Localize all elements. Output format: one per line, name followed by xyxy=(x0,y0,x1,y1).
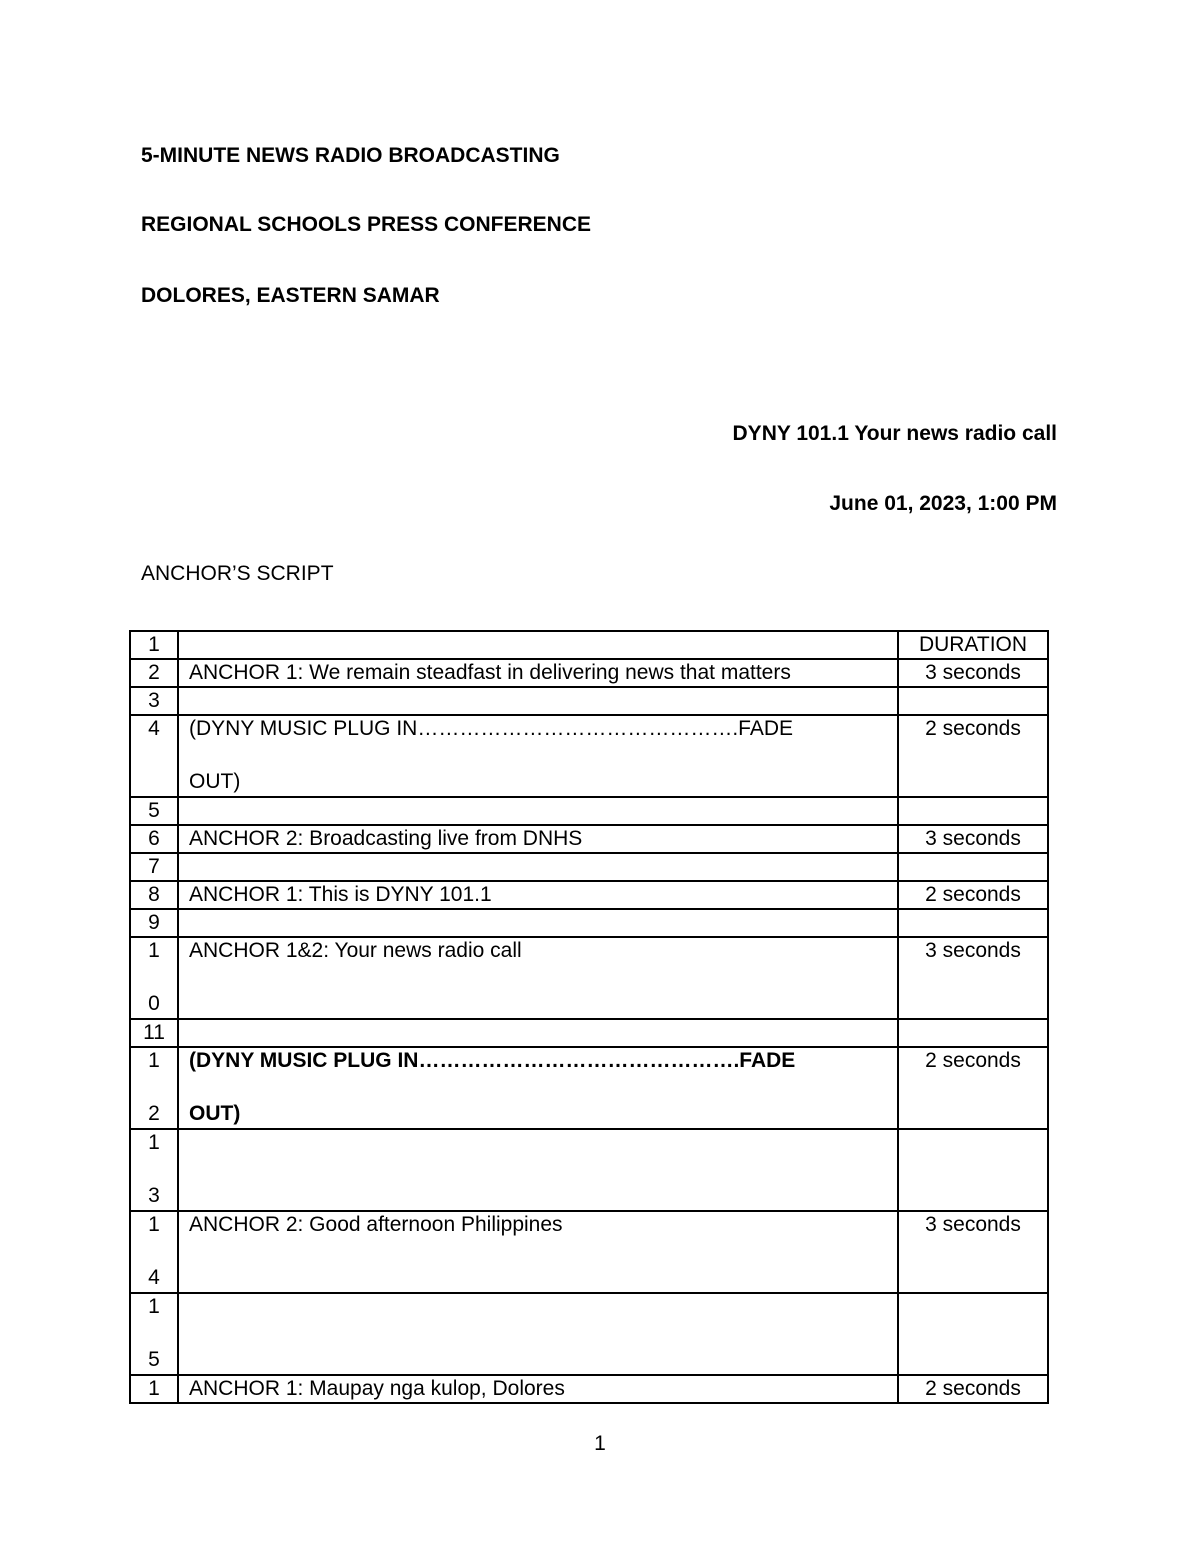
duration xyxy=(898,1019,1048,1047)
table-row xyxy=(130,659,1048,687)
table-row xyxy=(130,881,1048,909)
duration xyxy=(898,853,1048,881)
broadcast-datetime: June 01, 2023, 1:00 PM xyxy=(829,492,1057,515)
row-number-cell xyxy=(130,1129,178,1211)
row-number: 1 xyxy=(130,1375,178,1403)
row-number: 4 xyxy=(130,715,178,797)
script-text-continued: OUT) xyxy=(189,770,241,793)
script-text: ANCHOR 1: We remain steadfast in delivering news that matters xyxy=(178,659,898,687)
script-text: ANCHOR 2: Broadcasting live from DNHS xyxy=(178,825,898,853)
script-text-cell xyxy=(178,1047,898,1129)
duration: 2 seconds xyxy=(898,1047,1048,1129)
table-row xyxy=(130,853,1048,881)
table-row xyxy=(130,937,1048,1019)
row-number: 9 xyxy=(130,909,178,937)
script-text: ANCHOR 1: Maupay nga kulop, Dolores xyxy=(178,1375,898,1403)
row-number-cell xyxy=(130,937,178,1019)
station-name: DYNY 101.1 Your news radio call xyxy=(732,422,1057,445)
row-number-digit: 5 xyxy=(148,1348,160,1371)
table-row xyxy=(130,1047,1048,1129)
row-number: 11 xyxy=(130,1019,178,1047)
table-row xyxy=(130,1211,1048,1293)
table-row xyxy=(130,631,1048,659)
script-text xyxy=(178,687,898,715)
table-row xyxy=(130,687,1048,715)
row-number: 7 xyxy=(130,853,178,881)
page-number: 1 xyxy=(594,1432,606,1455)
table-row xyxy=(130,715,1048,797)
row-number-digit: 4 xyxy=(148,1266,160,1289)
script-text-continued: OUT) xyxy=(189,1102,241,1125)
script-text: (DYNY MUSIC PLUG IN……………………………………….FADE xyxy=(189,717,793,740)
duration: 2 seconds xyxy=(898,881,1048,909)
row-number-cell xyxy=(130,1293,178,1375)
table-row xyxy=(130,1375,1048,1403)
script-text xyxy=(178,1293,898,1375)
script-text: ANCHOR 2: Good afternoon Philippines xyxy=(178,1211,898,1293)
row-number: 2 xyxy=(130,659,178,687)
duration: 2 seconds xyxy=(898,1375,1048,1403)
row-number-digit: 1 xyxy=(148,939,160,962)
script-text: ANCHOR 1&2: Your news radio call xyxy=(178,937,898,1019)
duration: 3 seconds xyxy=(898,825,1048,853)
script-text xyxy=(178,1129,898,1211)
header-line-2: REGIONAL SCHOOLS PRESS CONFERENCE xyxy=(141,213,592,236)
script-text xyxy=(178,909,898,937)
script-text: (DYNY MUSIC PLUG IN……………………………………….FADE xyxy=(189,1049,796,1072)
row-number-digit: 1 xyxy=(148,1213,160,1236)
anchor-script-table xyxy=(129,630,1049,1404)
table-row xyxy=(130,1019,1048,1047)
script-text xyxy=(178,797,898,825)
header-line-3: DOLORES, EASTERN SAMAR xyxy=(141,284,440,307)
script-text xyxy=(178,853,898,881)
table-row xyxy=(130,825,1048,853)
table-row xyxy=(130,797,1048,825)
row-number: 3 xyxy=(130,687,178,715)
row-number-cell xyxy=(130,1211,178,1293)
duration xyxy=(898,1129,1048,1211)
duration xyxy=(898,909,1048,937)
duration xyxy=(898,687,1048,715)
row-number-digit: 1 xyxy=(148,1295,160,1318)
script-text-cell xyxy=(178,715,898,797)
section-label: ANCHOR’S SCRIPT xyxy=(141,562,334,585)
duration-header: DURATION xyxy=(898,631,1048,659)
duration xyxy=(898,1293,1048,1375)
table-row xyxy=(130,1129,1048,1211)
row-number-digit: 2 xyxy=(148,1102,160,1125)
duration: 3 seconds xyxy=(898,937,1048,1019)
row-number-digit: 1 xyxy=(148,1049,160,1072)
table-row xyxy=(130,909,1048,937)
row-number: 1 xyxy=(130,631,178,659)
row-number: 5 xyxy=(130,797,178,825)
script-text xyxy=(178,1019,898,1047)
script-text xyxy=(178,631,898,659)
table-row xyxy=(130,1293,1048,1375)
row-number-digit: 0 xyxy=(148,992,160,1015)
duration xyxy=(898,797,1048,825)
duration: 3 seconds xyxy=(898,659,1048,687)
row-number: 6 xyxy=(130,825,178,853)
row-number: 8 xyxy=(130,881,178,909)
script-text: ANCHOR 1: This is DYNY 101.1 xyxy=(178,881,898,909)
row-number-cell xyxy=(130,1047,178,1129)
row-number-digit: 3 xyxy=(148,1184,160,1207)
duration: 3 seconds xyxy=(898,1211,1048,1293)
header-line-1: 5-MINUTE NEWS RADIO BROADCASTING xyxy=(141,144,560,167)
row-number-digit: 1 xyxy=(148,1131,160,1154)
duration: 2 seconds xyxy=(898,715,1048,797)
